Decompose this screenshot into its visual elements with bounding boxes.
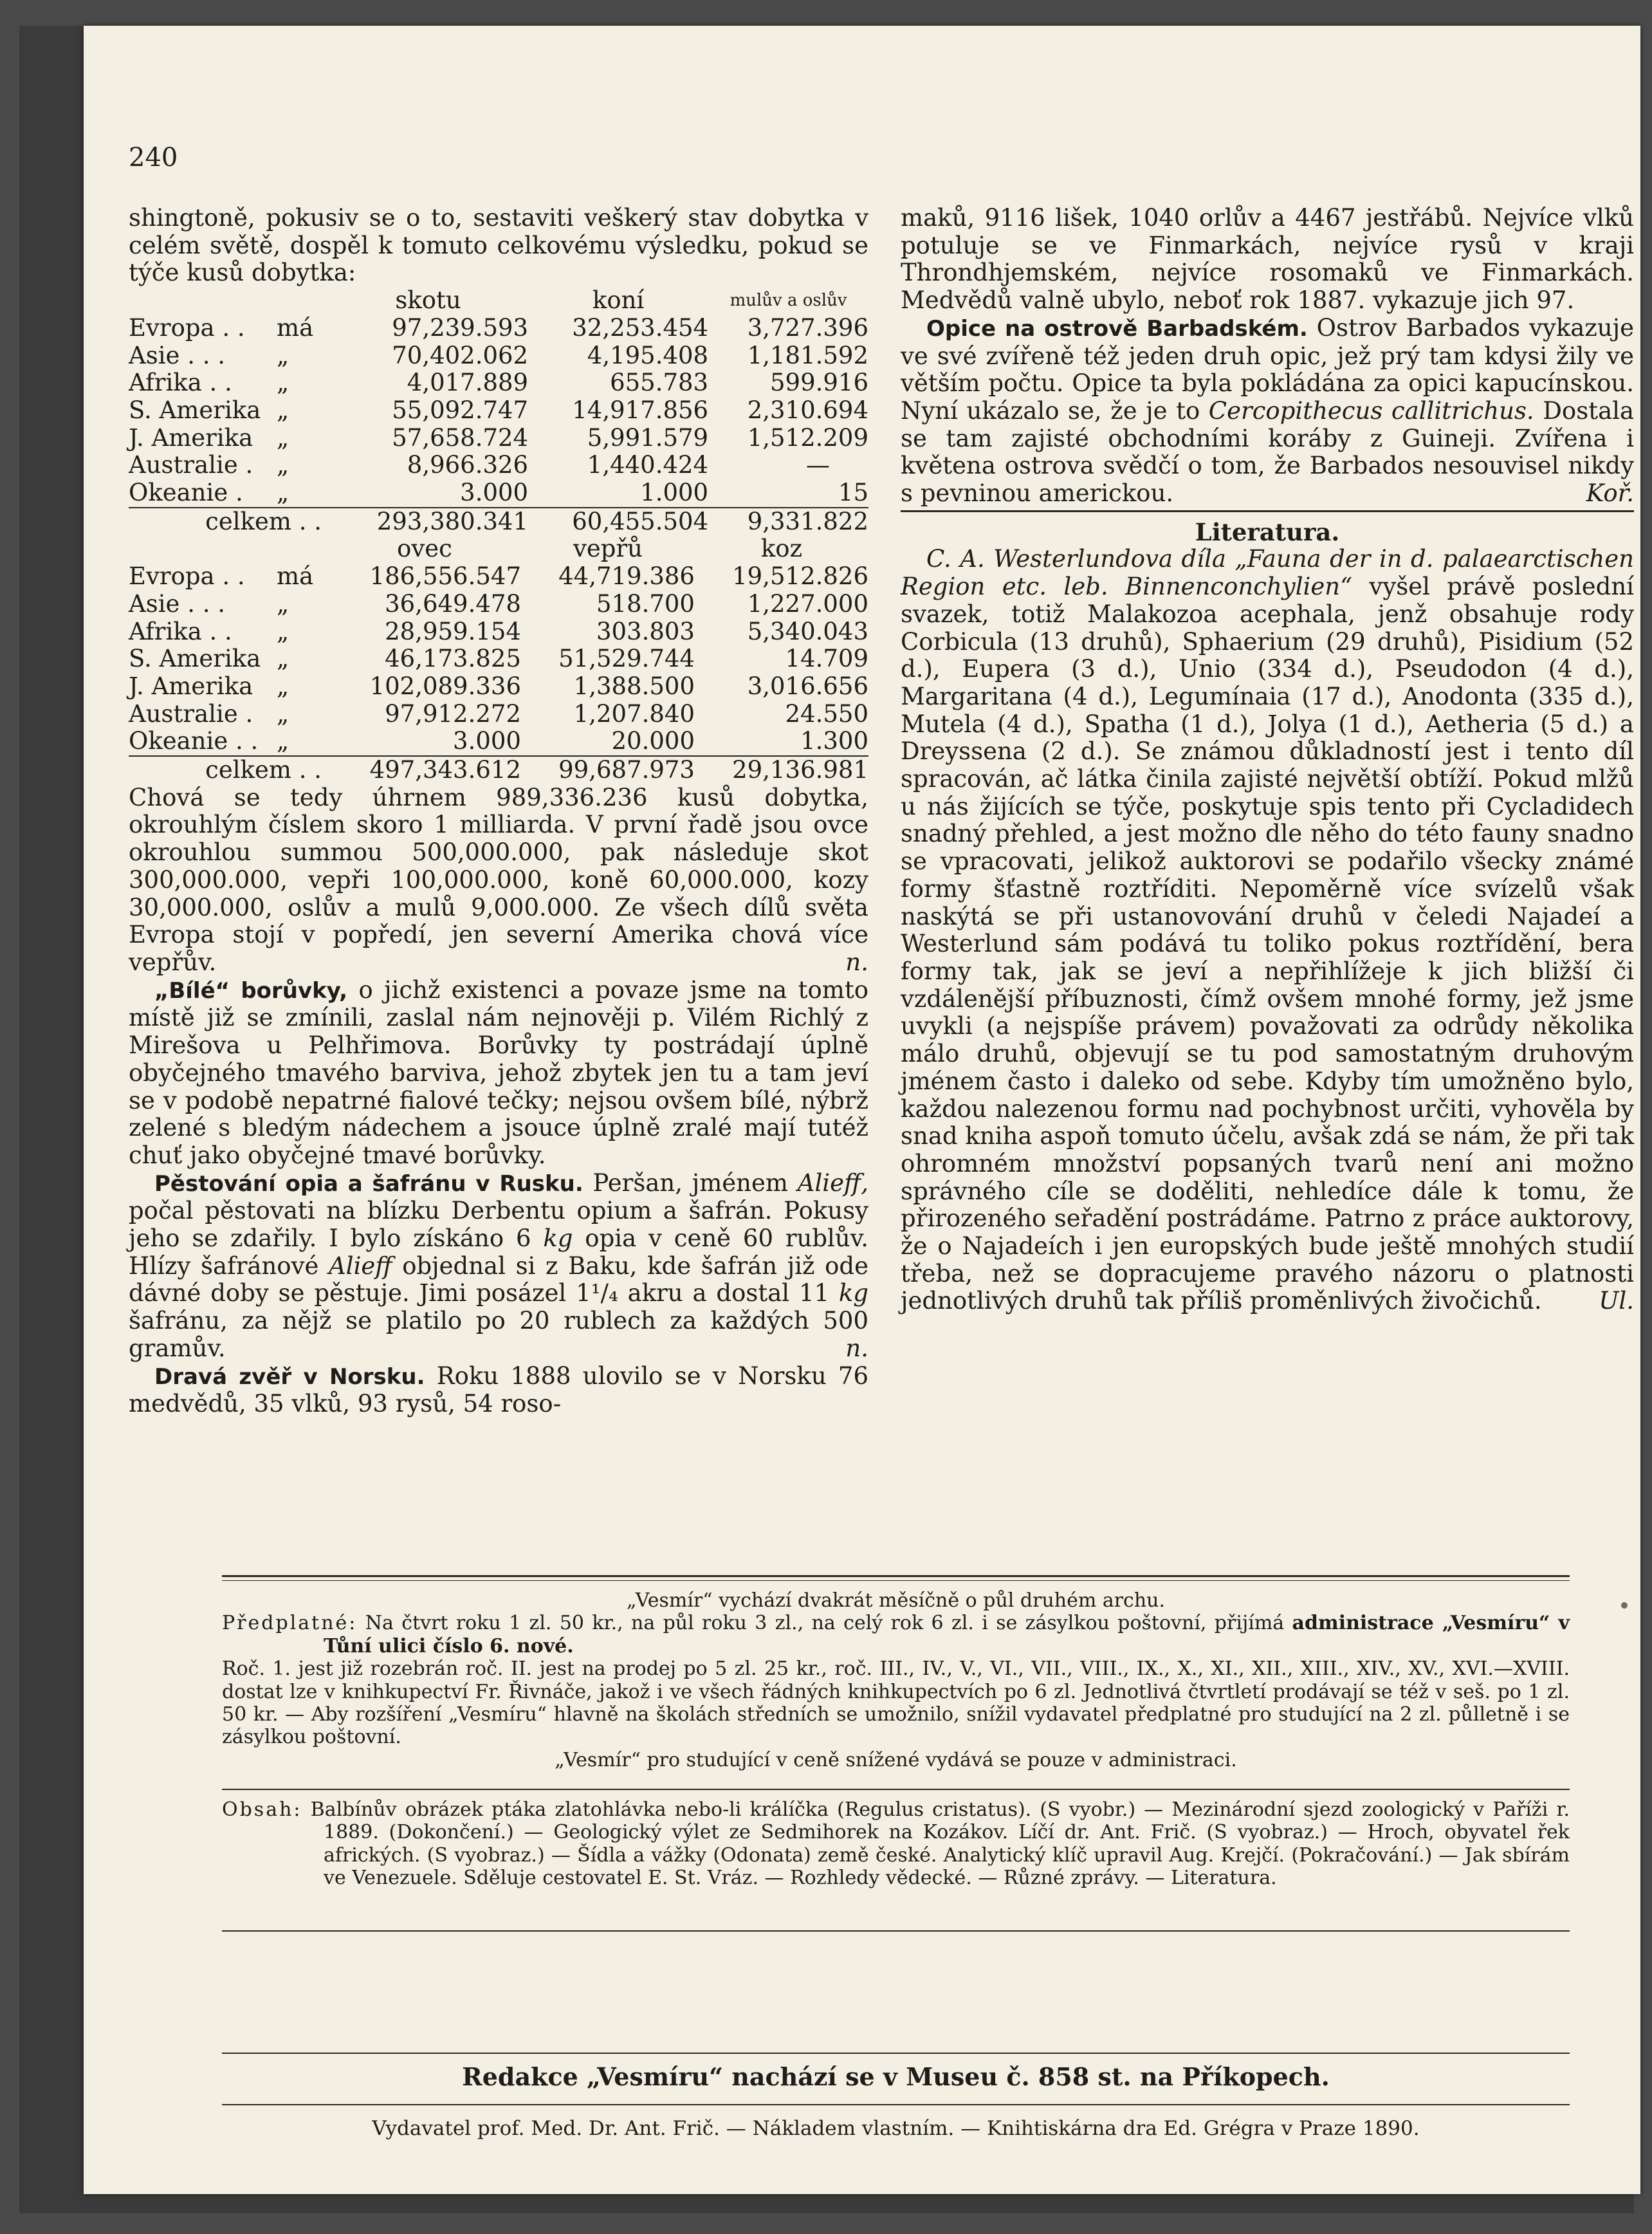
value-cell: 46,173.825: [385, 645, 521, 673]
region-cell: Australie .: [129, 699, 253, 728]
value-cell: 186,556.547: [369, 562, 521, 591]
livestock-table-2: [129, 535, 868, 784]
col-header: skotu: [395, 286, 461, 315]
value-cell: 14.709: [785, 645, 868, 673]
value-cell: 102,089.336: [369, 672, 521, 700]
region-cell: Australie .: [129, 451, 253, 479]
ma-cell: „: [277, 479, 289, 507]
region-cell: Okeanie .: [129, 479, 243, 507]
value-cell: 4,195.408: [587, 341, 709, 369]
vydavatel-line: Vydavatel prof. Med. Dr. Ant. Frič. — Nákladem vlastním. — Knihtiskárna dra Ed. Grégra v Praze 1890.: [372, 2117, 1420, 2140]
unit: kg: [543, 1224, 573, 1253]
article-continuation: maků, 9116 lišek, 1040 orlův a 4467 jestřábů. Nejvíce vlků potuluje se ve Finmarkách, nejvíce rysů v kraji Throndhjemském, nejvíce rosomaků ve Finmarkách. Medvědů valně ubylo, neboť rok 1887. vykazuje jich 97.: [901, 204, 1634, 315]
table-row: [129, 425, 868, 452]
summary-paragraph: [129, 784, 868, 977]
footer-rule-top: [222, 1575, 1570, 1577]
value-cell: 36,649.478: [385, 589, 521, 618]
value-cell: 28,959.154: [385, 617, 521, 645]
table-row: [129, 315, 868, 342]
value-cell: 97,912.272: [385, 699, 521, 728]
table-row: [129, 369, 868, 397]
right-column: [901, 205, 1634, 1315]
table-row: [129, 673, 868, 701]
value-cell: 3.000: [453, 727, 521, 755]
article-opice-barbados: [901, 315, 1634, 508]
value-cell: 32,253.454: [572, 313, 709, 342]
region-cell: S. Amerika: [129, 645, 261, 673]
value-cell: 3,727.396: [747, 313, 868, 342]
article-bile-boruvky: [129, 977, 868, 1170]
total-label: celkem . .: [129, 508, 328, 536]
article-text: počal pěstovati na blízku Derbentu opium a šafrán. Pokusy jeho se zdařily. I bylo získáno 6: [129, 1197, 868, 1253]
value-cell: 1,181.592: [747, 341, 868, 369]
region-cell: Asie . . .: [129, 589, 226, 618]
ma-cell: „: [277, 341, 289, 369]
signature: Koř.: [1586, 479, 1634, 508]
footer-subscription: [222, 1589, 1570, 1771]
value-cell: 97,239.593: [392, 313, 529, 342]
article-text: objednal si z Baku, kde šafrán již ode dávné doby se pěstuje. Jimi posázel 1¹/₄ akru a dostal 11: [129, 1251, 869, 1307]
region-cell: Asie . . .: [129, 341, 226, 369]
value-cell: 1,440.424: [587, 451, 709, 479]
col-header: ovec: [397, 535, 452, 563]
predplatne-label: Předplatné:: [222, 1612, 358, 1635]
table-row: [129, 618, 868, 646]
article-opium-safran: [129, 1170, 868, 1363]
value-cell: 19,512.826: [732, 562, 868, 591]
signature: Ul.: [1599, 1287, 1634, 1315]
article-heading: „Bílé“ borůvky,: [154, 977, 348, 1004]
obsah-text: Balbínův obrázek ptáka zlatohlávka nebo-li králíčka (Regulus cristatus). (S vyobr.) — Mezinárodní sjezd zoologický v Paříži r. 1889. (Dokončení.) — Geologický výlet ze Sedmihorek na Kozákov. Líčí dr. Ant. Frič. (S vyobraz.) — Hroch, obyvatel řek afrických. (S vyobraz.) — Šídla a vážky (Odonata) země české. Analytický klíč upravil Aug. Krejčí. (Pokračování.) — Jak sbírám ve Venezuele. Sděluje cestovatel E. St. Vráz. — Rozhledy vědecké. — Různé zprávy. — Literatura.: [310, 1798, 1570, 1890]
signature: n.: [845, 948, 868, 976]
signature: n.: [845, 1334, 868, 1362]
ma-cell: „: [277, 672, 289, 700]
value-cell: 1.300: [800, 727, 868, 755]
footer-rule-bottom: [222, 2104, 1570, 2105]
value-cell: 5,991.579: [587, 423, 709, 452]
table-total-row: [129, 508, 868, 536]
literatura-heading: Literatura.: [1195, 517, 1340, 546]
table-row: [129, 701, 868, 728]
article-text: Roku 1888 ulovilo se v Norsku 76 medvědů, 35 vlků, 93 rysů, 54 roso-: [129, 1362, 868, 1418]
value-cell: 4,017.889: [407, 369, 529, 397]
table-row: [129, 728, 868, 756]
predplatne-text: Na čtvrt roku 1 zl. 50 kr., na půl roku 3 zl., na celý rok 6 zl. i se zásylkou poštovní, přijímá: [365, 1612, 1285, 1635]
region-cell: J. Amerika: [129, 423, 253, 452]
region-cell: Okeanie . .: [129, 727, 259, 755]
value-cell: 518.700: [596, 589, 695, 618]
vesmir-line: „Vesmír“ vychází dvakrát měsíčně o půl druhém archu.: [626, 1589, 1166, 1612]
region-cell: Evropa . .: [129, 313, 245, 342]
obsah-label: Obsah:: [222, 1798, 302, 1821]
total-label: celkem . .: [129, 756, 328, 784]
article-heading: Dravá zvěř v Norsku.: [154, 1363, 425, 1390]
footer-rule-top-thin: [222, 1580, 1570, 1581]
ma-cell: „: [277, 617, 289, 645]
ma-cell: „: [277, 699, 289, 728]
table-header: [129, 535, 868, 563]
book-title: C. A. Westerlundova díla „Fauna der in d. palaearctischen Region etc. leb. Binnenconchylien“: [901, 545, 1634, 601]
footer-rule-redakce: [222, 2053, 1570, 2054]
value-cell: 3.000: [460, 479, 529, 507]
value-cell: 303.803: [596, 617, 695, 645]
table-row: [129, 397, 868, 425]
intro-paragraph: shingtoně, pokusiv se o to, sestaviti veškerý stav dobytka v celém světě, dospěl k tomuto celkovému výsledku, pokud se týče kusů dobytka:: [129, 204, 868, 287]
literatura-paragraph: [901, 546, 1634, 1315]
species-name: Cercopithecus callitrichus.: [1208, 396, 1534, 425]
value-cell: 55,092.747: [392, 396, 529, 424]
region-cell: Afrika . .: [129, 617, 232, 645]
student-line: „Vesmír“ pro studující v ceně snížené vydává se pouze v administraci.: [555, 1748, 1237, 1771]
value-cell: 14,917.856: [572, 396, 709, 424]
article-text: Dostala se tam zajisté obchodními koráby z Guineji. Zvířena i květena ostrova svědčí o tom, že Barbados nesouvisel nikdy s pevninou americkou.: [901, 396, 1635, 508]
summary-text: Chová se tedy úhrnem 989,336.236 kusů dobytka, okrouhlým číslem skoro 1 milliarda. V první řadě jsou ovce okrouhlou summou 500,000.000, pak následuje skot 300,000.000, vepři 100,000.000, koně 60,000.000, kozy 30,000.000, oslův a mulů 9,000.000. Ze všech dílů světa Evropa stojí v popředí, jen severní Amerika chová více vepřův.: [129, 783, 868, 976]
col-header: mulův a oslův: [730, 291, 847, 311]
article-heading: Pěstování opia a šafránu v Rusku.: [154, 1170, 583, 1197]
ma-cell: má: [277, 313, 314, 342]
col-header: koz: [760, 535, 803, 563]
ma-cell: „: [277, 645, 289, 673]
rocnik-paragraph: Roč. 1. jest již rozebrán roč. II. jest na prodej po 5 zl. 25 kr., roč. III., IV., V., VI., VII., VIII., IX., X., XI., XII., XIII., XIV., XV., XVI.—XVIII. dostat lze v knihkupectví Fr. Řivnáče, jakož i ve všech řádných knihkupectvích po 6 zl. Jednotlivá čtvrtletí prodávají se též v seš. po 1 zl. 50 kr. — Aby rozšíření „Vesmíru“ hlavně na školách středních se umožnilo, snížil vydavatel předplatné pro studující na 2 zl. půlletně i se zásylkou poštovní.: [222, 1657, 1570, 1749]
total-cell: 497,343.612: [328, 756, 521, 784]
table-row: [129, 452, 868, 479]
unit: kg: [838, 1279, 868, 1307]
article-text: o jichž existenci a povaze jsme na tomto místě již se zmínili, zaslal nám nejnověji p. Vilém Richlý z Mirešova u Pelhřimova. Borůvky ty postrádají úplně obyčejného tmavého barviva, jehož zbytek jen tu a tam jeví se v podobě nepatrné fialové tečky; nejsou ovšem bílé, nýbrž zelené s bledým nádechem a jsouce úplně zralé mají tutéž chuť jako obyčejné tmavé borůvky.: [129, 975, 868, 1169]
value-cell: —: [806, 451, 830, 479]
article-text: opia v ceně 60 rublův. Hlízy šafránové: [129, 1224, 868, 1280]
ma-cell: „: [277, 589, 289, 618]
value-cell: 5,340.043: [747, 617, 868, 645]
table-row: [129, 591, 868, 618]
article-text: šafránu, za nějž se platilo po 20 rublech za každých 500 gramův.: [129, 1307, 868, 1362]
table-row: [129, 645, 868, 673]
person-name: Alieff: [329, 1251, 392, 1280]
footer-rule-obsah: [222, 1930, 1570, 1932]
article-text: vyšel právě poslední svazek, totiž Malakozoa acephala, jenž obsahuje rody Corbicula (13 druhů), Sphaerium (29 druhů), Pisidium (52 d.), Eupera (3 d.), Unio (334 d.), Pseudodon (4 d.), Margaritana (4 d.), Legumínaia (17 d.), Anodonta (335 d.), Mutela (4 d.), Spatha (1 d.), Jolya (1 d.), Aetheria (5 d.) a Dreyssena (2 d.). Se známou důkladností jest i tento díl spracován, ač látka činila zajisté největší obtíží. Pokud mlžů u nás žijících se týče, poskytuje spis tento při Cycladidech snadný přehled, a jest možno dle něho do této fauny snadno se vpracovati, jelikož auktorovi se podařilo všecky známé formy šťastně roztříditi. Nepoměrně více svízelů však naskýtá se při ustanovování druhů v čeledi Najadeí a Westerlund sám podává tu toliko pokus roztřídění, bera formy tak, jak se jeví a nepřihlížeje k jich bližší či vzdálenější příbuznosti, čímž ovšem mnohé formy, jež jsme uvykli (a nejspíše právem) považovati za odrůdy několika málo druhů, objevují se tu pod samostatným druhovým jménem často i daleko od sebe. Kdyby tím umožněno bylo, každou nalezenou formu nad pochybnost určiti, vyhověla by snad kniha aspoň tomuto účelu, avšak zdá se nám, že při tak ohromném množství popsaných tvarů není ani možno správného cíle se doděliti, nehledíce dále k tomu, že přirozeného seřadění postrádáme. Patrno z práce auktorovy, že o Najadeích i jen europských bude ještě mnohých studií třeba, než se dopracujeme pravého názoru o platnosti jednotlivých druhů tak příliš proměnlivých živočichů.: [901, 573, 1635, 1315]
value-cell: 2,310.694: [747, 396, 868, 424]
person-name: Alieff,: [797, 1168, 868, 1197]
ma-cell: „: [277, 451, 289, 479]
value-cell: 599.916: [769, 369, 868, 397]
region-cell: Afrika . .: [129, 369, 232, 397]
page-number: 240: [129, 143, 178, 172]
predplatne-line: [222, 1612, 1570, 1657]
table-total-row: [129, 756, 868, 784]
livestock-table-1: [129, 287, 868, 535]
ma-cell: „: [277, 369, 289, 397]
col-header: koní: [592, 286, 645, 315]
value-cell: 20.000: [611, 727, 695, 755]
value-cell: 1,227.000: [747, 589, 868, 618]
value-cell: 655.783: [610, 369, 709, 397]
value-cell: 70,402.062: [392, 341, 529, 369]
ma-cell: „: [277, 423, 289, 452]
article-dravá-zver: [129, 1363, 868, 1418]
value-cell: 24.550: [785, 699, 868, 728]
redakce-line: Redakce „Vesmíru“ nachází se v Museu č. 858 st. na Příkopech.: [462, 2062, 1330, 2091]
article-text: Ostrov Barbados vykazuje ve své zvířeně též jeden druh opic, jež prý tam kdysi žily ve větším počtu. Opice ta byla pokládána za opici kapucínskou. Nyní ukázalo se, že je to: [901, 313, 1634, 425]
table-header: [129, 287, 868, 315]
ma-cell: „: [277, 396, 289, 424]
value-cell: 44,719.386: [558, 562, 695, 591]
region-cell: Evropa . .: [129, 562, 245, 591]
value-cell: 1.000: [640, 479, 709, 507]
article-heading: Opice na ostrově Barbadském.: [926, 315, 1308, 342]
value-cell: 1,512.209: [747, 423, 868, 452]
value-cell: 57,658.724: [392, 423, 529, 452]
total-cell: 9,331.822: [708, 508, 868, 536]
footer-obsah: [222, 1798, 1570, 1890]
value-cell: 1,388.500: [573, 672, 695, 700]
total-cell: 60,455.504: [528, 508, 708, 536]
ma-cell: „: [277, 727, 289, 755]
total-cell: 29,136.981: [695, 756, 868, 784]
value-cell: 15: [838, 479, 868, 507]
left-column: [129, 205, 868, 1418]
ma-cell: má: [277, 562, 314, 591]
region-cell: S. Amerika: [129, 396, 261, 424]
section-divider: [901, 510, 1634, 512]
total-cell: 293,380.341: [328, 508, 528, 536]
predplatne-admin: administrace „Vesmíru“ v Tůní ulici číslo 6. nové.: [324, 1612, 1570, 1657]
table-row: [129, 563, 868, 591]
value-cell: 51,529.744: [558, 645, 695, 673]
value-cell: 1,207.840: [573, 699, 695, 728]
value-cell: 8,966.326: [407, 451, 529, 479]
table-row: [129, 342, 868, 370]
region-cell: J. Amerika: [129, 672, 253, 700]
value-cell: 3,016.656: [747, 672, 868, 700]
col-header: vepřů: [573, 535, 643, 563]
footer-rule-mid: [222, 1789, 1570, 1790]
obsah-paragraph: [222, 1798, 1570, 1890]
total-cell: 99,687.973: [521, 756, 695, 784]
article-text: Peršan, jménem: [592, 1168, 788, 1197]
punch-hole-dot: [1621, 1602, 1628, 1609]
table-row: [129, 479, 868, 508]
